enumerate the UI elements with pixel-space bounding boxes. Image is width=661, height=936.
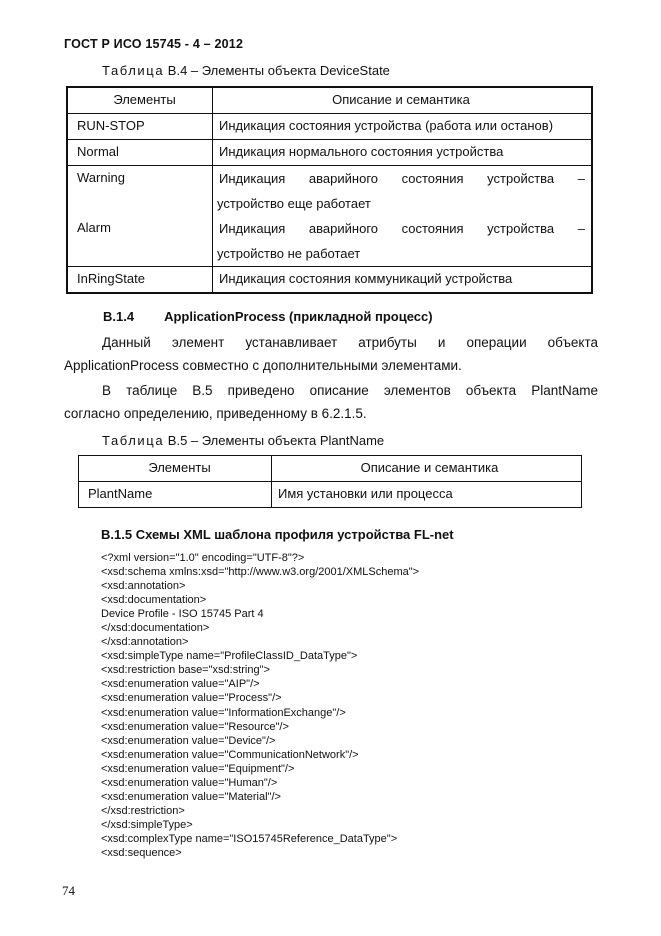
section-title: ApplicationProcess (прикладной процесс) xyxy=(164,309,433,324)
xml-code-listing xyxy=(101,551,419,860)
table-cell-description: Индикация нормального состояния устройства xyxy=(213,140,593,166)
page-number: 74 xyxy=(62,883,75,898)
section-number: В.1.5 xyxy=(101,527,133,542)
xml-code-line: Device Profile - ISO 15745 Part 4 xyxy=(101,608,264,621)
table-header-cell: Описание и семантика xyxy=(272,456,582,482)
paragraph-line: согласно определению, приведенному в 6.2.1.5. xyxy=(64,406,367,421)
xml-code-line: <xsd:documentation> xyxy=(101,594,207,607)
paragraph-application-process xyxy=(64,331,598,377)
table-row xyxy=(67,140,592,166)
table-row xyxy=(67,267,592,294)
table-caption-text: В.5 – Элементы объекта PlantName xyxy=(164,433,385,448)
table-cell-element: InRingState xyxy=(67,267,213,294)
element-alarm: Alarm xyxy=(77,220,111,235)
section-heading-b15 xyxy=(101,527,454,542)
table-header-cell: Описание и семантика xyxy=(213,87,593,114)
table-cell-element: RUN-STOP xyxy=(67,114,213,140)
xml-code-line: <xsd:enumeration value="CommunicationNetwork"/> xyxy=(101,748,359,761)
xml-code-line: <xsd:annotation> xyxy=(101,580,186,593)
xml-code-line: <xsd:enumeration value="Resource"/> xyxy=(101,720,289,733)
xml-code-line: <?xml version="1.0" encoding="UTF-8"?> xyxy=(101,552,305,564)
table-row xyxy=(79,482,582,508)
xml-code-line: <xsd:sequence> xyxy=(101,846,182,859)
xml-code-line: <xsd:enumeration value="InformationExchange"/> xyxy=(101,706,346,719)
desc-alarm-line2: устройство не работает xyxy=(217,246,361,261)
table-b5 xyxy=(78,455,582,508)
table-cell-description: Индикация состояния устройства (работа или останов) xyxy=(213,114,593,140)
xml-code-line: <xsd:simpleType name="ProfileClassID_DataType"> xyxy=(101,650,358,663)
table-cell-element: PlantName xyxy=(79,482,272,508)
document-header: ГОСТ Р ИСО 15745 - 4 – 2012 xyxy=(64,37,244,51)
desc-warning-line2: устройство еще работает xyxy=(217,196,371,211)
xml-code-line: <xsd:complexType name="ISO15745Reference_DataType"> xyxy=(101,832,398,845)
table-cell-element: Normal xyxy=(67,140,213,166)
table-cell-description: Имя установки или процесса xyxy=(272,482,582,508)
paragraph-line: Данный элемент устанавливает атрибуты и операции объекта xyxy=(102,335,598,350)
xml-code-line: <xsd:restriction base="xsd:string"> xyxy=(101,664,270,677)
table-cell-description xyxy=(213,166,593,267)
section-heading-b14 xyxy=(103,309,433,324)
paragraph-table-reference xyxy=(64,379,598,425)
xml-code-line: <xsd:enumeration value="AIP"/> xyxy=(101,678,260,691)
xml-code-line: </xsd:restriction> xyxy=(101,804,185,817)
paragraph-line: ApplicationProcess совместно с дополнительными элементами. xyxy=(64,358,462,373)
table-cell-description: Индикация состояния коммуникаций устройства xyxy=(213,267,593,294)
xml-code-line: <xsd:enumeration value="Device"/> xyxy=(101,734,276,747)
xml-code-line: </xsd:documentation> xyxy=(101,622,210,635)
desc-alarm-line1: Индикация аварийного состояния устройства – xyxy=(219,221,585,236)
table-caption-prefix: Таблица xyxy=(102,433,165,448)
table-cell-element xyxy=(67,166,213,267)
table-b4-caption xyxy=(102,63,390,78)
table-header-cell: Элементы xyxy=(67,87,213,114)
desc-warning-line1: Индикация аварийного состояния устройства – xyxy=(219,171,585,186)
table-caption-text: В.4 – Элементы объекта DeviceState xyxy=(164,63,390,78)
table-b5-caption xyxy=(102,433,384,448)
table-header-cell: Элементы xyxy=(79,456,272,482)
xml-code-line: <xsd:enumeration value="Material"/> xyxy=(101,790,281,803)
element-warning: Warning xyxy=(77,170,125,185)
xml-code-line: <xsd:schema xmlns:xsd="http://www.w3.org/2001/XMLSchema"> xyxy=(101,566,420,579)
table-row xyxy=(67,166,592,267)
xml-code-line: <xsd:enumeration value="Equipment"/> xyxy=(101,762,295,775)
xml-code-line: </xsd:annotation> xyxy=(101,636,189,649)
table-b4 xyxy=(66,86,593,294)
table-row xyxy=(67,114,592,140)
xml-code-line: <xsd:enumeration value="Human"/> xyxy=(101,776,278,789)
xml-code-line: </xsd:simpleType> xyxy=(101,818,193,831)
paragraph-line: В таблице В.5 приведено описание элементов объекта PlantName xyxy=(102,383,598,398)
xml-code-line: <xsd:enumeration value="Process"/> xyxy=(101,692,282,705)
section-title: Схемы XML шаблона профиля устройства FL-net xyxy=(135,527,454,542)
table-caption-prefix: Таблица xyxy=(102,63,165,78)
section-number: B.1.4 xyxy=(103,309,135,324)
